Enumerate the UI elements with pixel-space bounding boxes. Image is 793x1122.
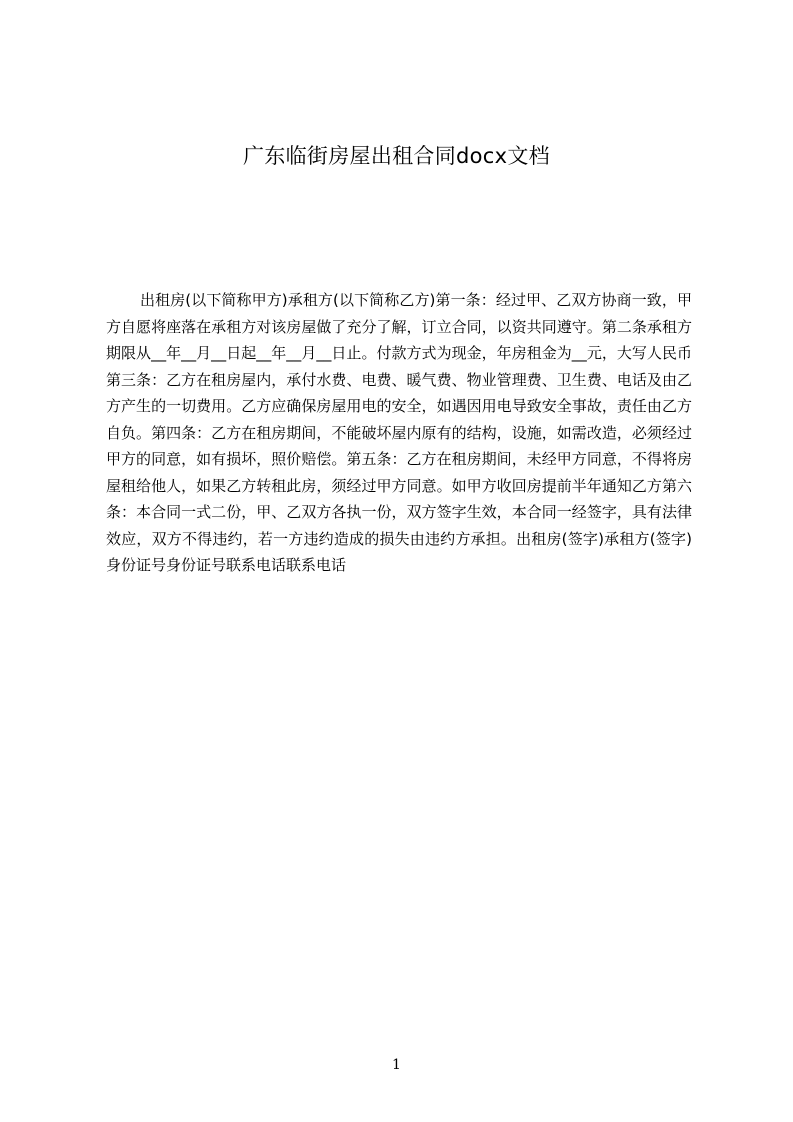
document-title: 广东临街房屋出租合同docx文档 — [243, 144, 550, 168]
contract-body-paragraph: 出租房(以下简称甲方)承租方(以下简称乙方)第一条：经过甲、乙双方协商一致，甲方自愿将座落在承租方对该房屋做了充分了解，订立合同，以资共同遵守。第二条承租方期限从__年__月__日起__年__月__日止。付款方式为现金，年房租金为__元，大写人民币第三条：乙方在租房屋内，承付水费、电费、暖气费、物业管理费、卫生费、电话及由乙方产生的一切费用。乙方应确保房屋用电的安全，如遇因用电导致安全事故，责任由乙方自负。第四条：乙方在租房期间，不能破坏屋内原有的结构，设施，如需改造，必须经过甲方的同意，如有损坏，照价赔偿。第五条：乙方在租房期间，未经甲方同意，不得将房屋租给他人，如果乙方转租此房，须经过甲方同意。如甲方收回房提前半年通知乙方第六条：本合同一式二份，甲、乙双方各执一份，双方签字生效，本合同一经签字，具有法律效应，双方不得违约，若一方违约造成的损失由违约方承担。出租房(签字)承租方(签字)身份证号身份证号联系电话联系电话 — [106, 291, 692, 574]
page-number: 1 — [392, 1057, 401, 1073]
